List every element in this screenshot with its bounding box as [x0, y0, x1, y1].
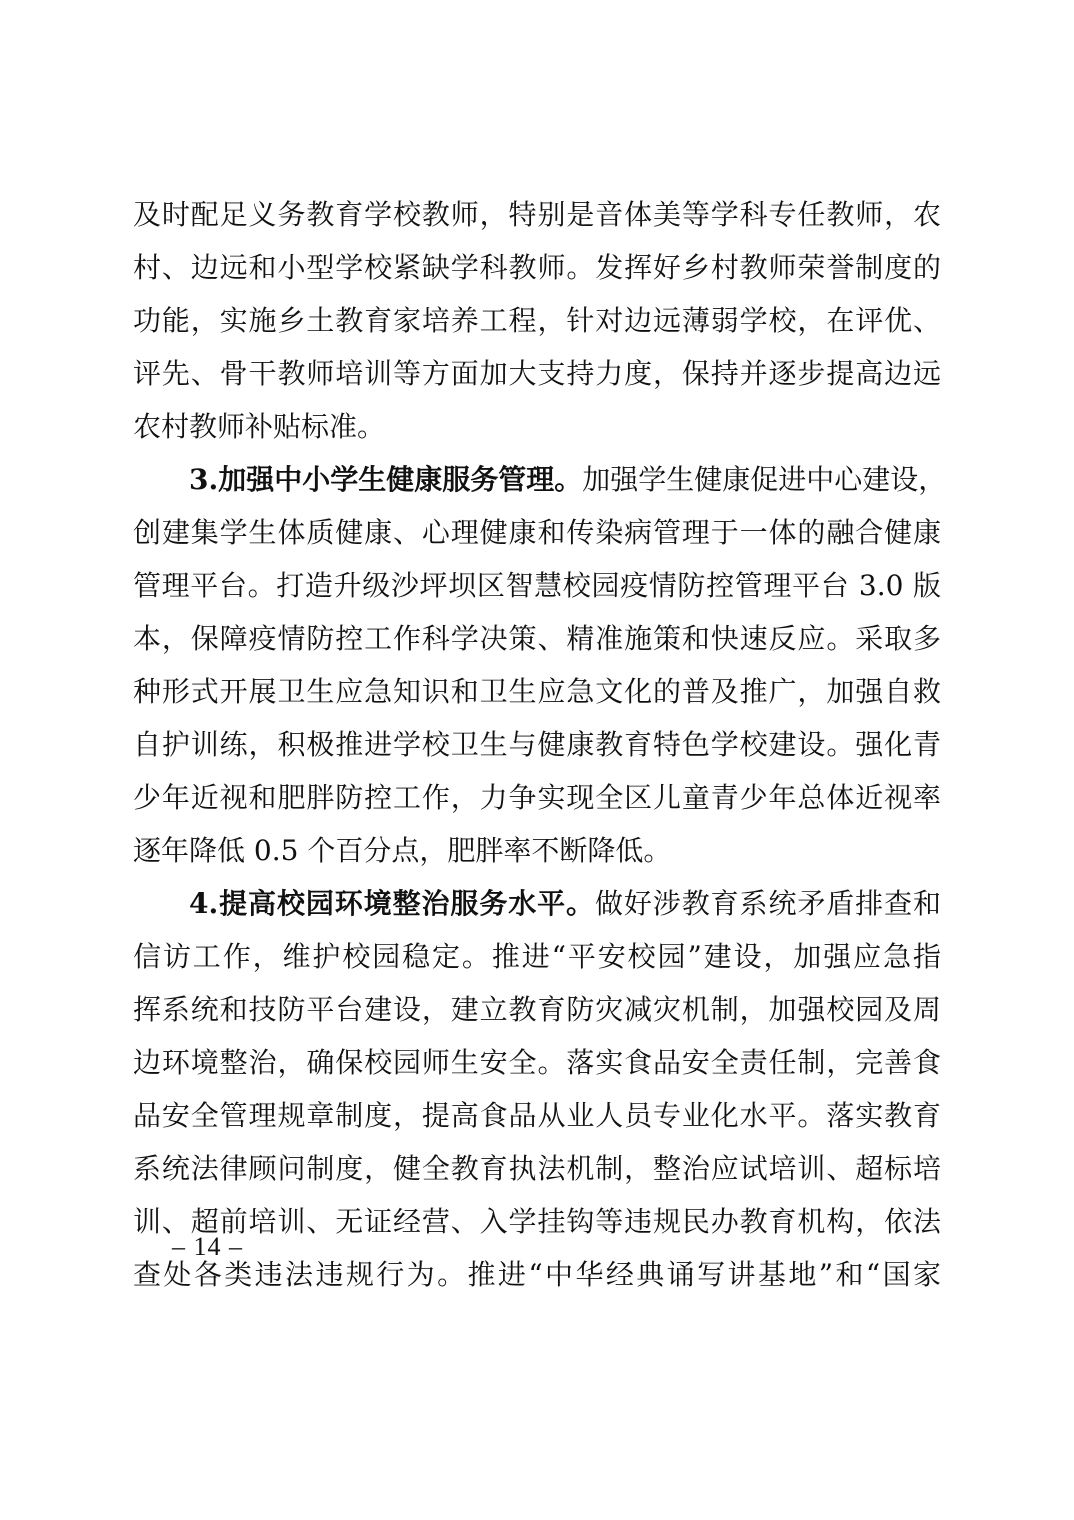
section-4-first-line: [133, 877, 941, 930]
text-line: 逐年降低 0.5 个百分点，肥胖率不断降低。: [133, 834, 672, 867]
body-text: [133, 188, 947, 1301]
text-line: 查处各类违法违规行为。推进“中华经典诵写讲基地”和“国家: [133, 1258, 941, 1291]
section-3-lead-text: 加强学生健康促进中心建设，: [582, 463, 947, 496]
section-4-lead-text: 做好涉教育系统矛盾排查和: [594, 887, 941, 920]
section-4-heading: 4.提高校园环境整治服务水平。: [189, 887, 595, 920]
text-line: 村、边远和小型学校紧缺学科教师。发挥好乡村教师荣誉制度的: [133, 251, 941, 284]
text-line: 评先、骨干教师培训等方面加大支持力度，保持并逐步提高边远: [133, 357, 941, 390]
text-line: 管理平台。打造升级沙坪坝区智慧校园疫情防控管理平台 3.0 版: [133, 569, 941, 602]
section-3-first-line: [133, 453, 947, 506]
text-line: 少年近视和肥胖防控工作，力争实现全区儿童青少年总体近视率: [133, 781, 941, 814]
text-line: 功能，实施乡土教育家培养工程，针对边远薄弱学校，在评优、: [133, 304, 941, 337]
text-line: 挥系统和技防平台建设，建立教育防灾减灾机制，加强校园及周: [133, 993, 941, 1026]
text-line: 创建集学生体质健康、心理健康和传染病管理于一体的融合健康: [133, 516, 941, 549]
text-line: 训、超前培训、无证经营、入学挂钩等违规民办教育机构，依法: [133, 1205, 941, 1238]
text-line: 信访工作，维护校园稳定。推进“平安校园”建设，加强应急指: [133, 940, 941, 973]
text-line: 及时配足义务教育学校教师，特别是音体美等学科专任教师，农: [133, 198, 941, 231]
page-number: – 14 –: [172, 1232, 243, 1261]
text-line: 品安全管理规章制度，提高食品从业人员专业化水平。落实教育: [133, 1099, 941, 1132]
text-line: 种形式开展卫生应急知识和卫生应急文化的普及推广，加强自救: [133, 675, 941, 708]
text-line: 系统法律顾问制度，健全教育执法机制，整治应试培训、超标培: [133, 1152, 941, 1185]
text-line: 农村教师补贴标准。: [133, 410, 386, 443]
section-3-heading: 3.加强中小学生健康服务管理。: [189, 463, 583, 496]
text-line: 自护训练，积极推进学校卫生与健康教育特色学校建设。强化青: [133, 728, 941, 761]
text-line: 本，保障疫情防控工作科学决策、精准施策和快速反应。采取多: [133, 622, 941, 655]
text-line: 边环境整治，确保校园师生安全。落实食品安全责任制，完善食: [133, 1046, 941, 1079]
